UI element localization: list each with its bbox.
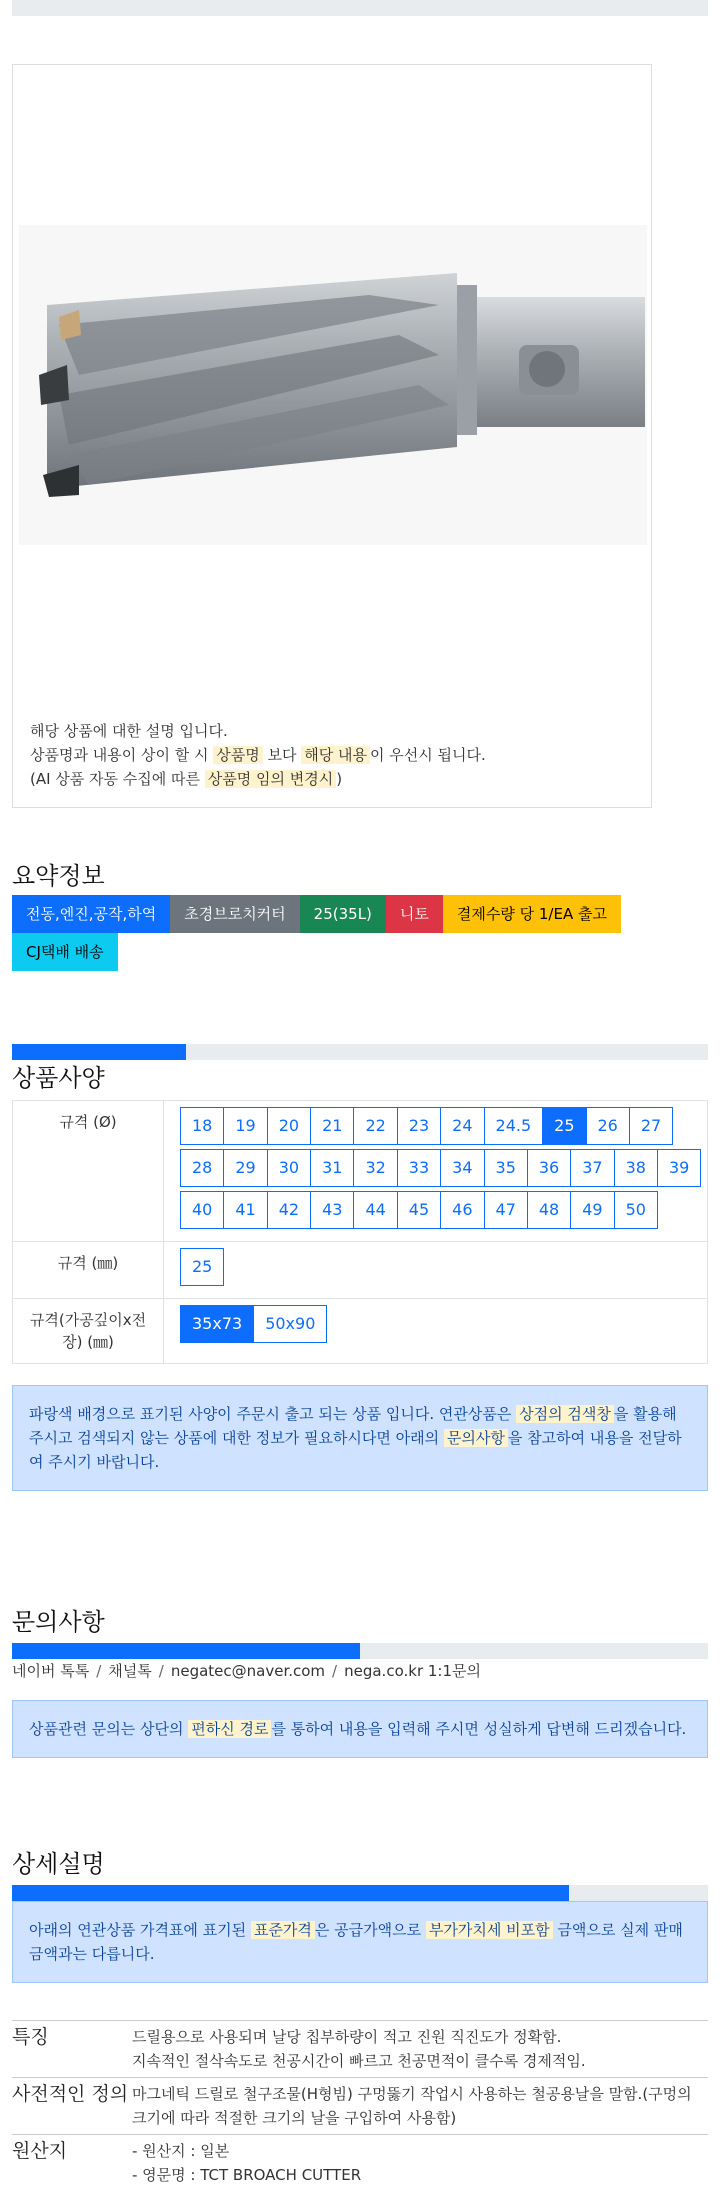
notice-text: 을 참고하여 내용을 전달하여 주시기 바랍니다. <box>29 1429 682 1471</box>
summary-badge: 니토 <box>386 895 443 933</box>
detail-notice <box>12 1901 708 1983</box>
highlight: 상품명 <box>213 746 262 764</box>
feature-value-line: 드릴용으로 사용되며 날당 칩부하량이 적고 진원 직진도가 정확함. <box>132 2028 562 2046</box>
feature-value <box>132 2025 708 2073</box>
product-card <box>12 64 652 808</box>
spec-option-button[interactable]: 28 <box>180 1149 224 1187</box>
spec-option-button[interactable]: 47 <box>484 1191 528 1229</box>
separator: / <box>96 1662 102 1680</box>
desc-text: 상품명과 내용이 상이 할 시 <box>30 746 214 764</box>
highlight: 표준가격 <box>251 1921 315 1939</box>
spec-options <box>164 1101 708 1242</box>
highlight: 부가가치세 비포함 <box>426 1921 553 1939</box>
inquiry-progress-fill <box>12 1643 360 1659</box>
spec-option-button[interactable]: 24.5 <box>484 1107 544 1145</box>
summary-badges <box>12 895 652 971</box>
feature-value <box>132 2139 708 2187</box>
spec-option-button[interactable]: 46 <box>440 1191 484 1229</box>
contact-link[interactable]: negatec@naver.com <box>170 1662 326 1680</box>
spec-option-button[interactable]: 31 <box>310 1149 354 1187</box>
notice-text: 파랑색 배경으로 표기된 사양이 주문시 출고 되는 상품 입니다. 연관상품은 <box>29 1405 517 1423</box>
spec-row <box>13 1101 708 1242</box>
highlight: 상품명 임의 변경시 <box>205 770 336 788</box>
summary-badge: 전동,엔진,공작,하역 <box>12 895 170 933</box>
notice-text: 금액으로 실제 판매금액과는 다릅니다. <box>29 1921 683 1963</box>
desc-text: (AI 상품 자동 수집에 따른 <box>30 770 205 788</box>
detail-progress-fill <box>12 1885 569 1901</box>
detail-title: 상세설명 <box>12 1850 105 1878</box>
spec-option-button[interactable]: 48 <box>527 1191 571 1229</box>
spec-option-button[interactable]: 25 <box>542 1107 586 1145</box>
spec-label: 규격 (Ø) <box>13 1101 164 1242</box>
inquiry-progress <box>12 1643 708 1659</box>
spec-title: 상품사양 <box>12 1064 105 1092</box>
spec-option-button[interactable]: 42 <box>267 1191 311 1229</box>
spec-option-button[interactable]: 18 <box>180 1107 224 1145</box>
spec-row <box>13 1242 708 1299</box>
broach-cutter-image <box>19 225 647 545</box>
desc-line-1: 해당 상품에 대한 설명 입니다. <box>30 722 228 740</box>
spec-option-button[interactable]: 50x90 <box>253 1305 327 1343</box>
spec-option-button[interactable]: 50 <box>614 1191 658 1229</box>
summary-badge: 25(35L) <box>300 895 386 933</box>
notice-text: 아래의 연관상품 가격표에 표기된 <box>29 1921 251 1939</box>
contact-link[interactable]: 네이버 톡톡 <box>12 1662 90 1680</box>
feature-table <box>12 2020 708 2191</box>
spec-option-button[interactable]: 26 <box>586 1107 630 1145</box>
spec-notice <box>12 1385 708 1491</box>
feature-value <box>132 2082 708 2130</box>
feature-row <box>12 2134 708 2191</box>
notice-text: 를 통하여 내용을 입력해 주시면 성실하게 답변해 드리겠습니다. <box>271 1720 687 1738</box>
spec-option-button[interactable]: 35x73 <box>180 1305 254 1343</box>
inquiry-title: 문의사항 <box>12 1608 105 1636</box>
spec-option-button[interactable]: 45 <box>397 1191 441 1229</box>
spec-table <box>12 1100 708 1364</box>
spec-option-button[interactable]: 34 <box>440 1149 484 1187</box>
spec-option-button[interactable]: 40 <box>180 1191 224 1229</box>
top-progress-bar <box>12 0 708 16</box>
spec-label: 규격 (㎜) <box>13 1242 164 1299</box>
feature-key: 특징 <box>12 2026 49 2048</box>
separator: / <box>332 1662 338 1680</box>
feature-key: 원산지 <box>12 2140 68 2162</box>
desc-line-3 <box>30 767 486 791</box>
spec-row <box>13 1299 708 1364</box>
contact-link[interactable]: 채널톡 <box>108 1662 152 1680</box>
spec-option-button[interactable]: 27 <box>629 1107 673 1145</box>
spec-option-button[interactable]: 25 <box>180 1248 224 1286</box>
detail-progress <box>12 1885 708 1901</box>
desc-line-2 <box>30 743 486 767</box>
notice-text: 상품관련 문의는 상단의 <box>29 1720 189 1738</box>
spec-option-button[interactable]: 32 <box>353 1149 397 1187</box>
summary-badge: 결제수량 당 1/EA 출고 <box>443 895 621 933</box>
contact-links <box>12 1660 481 1681</box>
feature-row <box>12 2020 708 2077</box>
spec-progress <box>12 1044 708 1060</box>
spec-option-button[interactable]: 49 <box>570 1191 614 1229</box>
feature-row <box>12 2077 708 2134</box>
highlight: 편하신 경로 <box>188 1720 271 1738</box>
desc-text: 이 우선시 됩니다. <box>369 746 486 764</box>
product-description <box>30 719 486 791</box>
product-image <box>19 225 647 545</box>
summary-badge: CJ택배 배송 <box>12 933 118 971</box>
spec-option-button[interactable]: 33 <box>397 1149 441 1187</box>
spec-option-button[interactable]: 22 <box>353 1107 397 1145</box>
highlight: 해당 내용 <box>301 746 370 764</box>
spec-option-button[interactable]: 20 <box>267 1107 311 1145</box>
spec-option-button[interactable]: 19 <box>223 1107 267 1145</box>
feature-key: 사전적인 정의 <box>12 2083 129 2105</box>
desc-text: ) <box>336 770 343 788</box>
summary-title: 요약정보 <box>12 862 105 890</box>
spec-options <box>164 1299 708 1364</box>
spec-option-button[interactable]: 23 <box>397 1107 441 1145</box>
notice-text: 은 공급가액으로 <box>314 1921 426 1939</box>
spec-option-button[interactable]: 30 <box>267 1149 311 1187</box>
spec-option-button[interactable]: 36 <box>527 1149 571 1187</box>
notice-text: 을 활용해 주시고 검색되지 않는 상품에 대한 정보가 필요하시다면 아래의 <box>29 1405 677 1447</box>
feature-value-line: - 원산지 : 일본 <box>132 2142 230 2160</box>
inquiry-notice <box>12 1700 708 1758</box>
highlight: 상점의 검색창 <box>516 1405 614 1423</box>
spec-option-button[interactable]: 35 <box>484 1149 528 1187</box>
spec-option-button[interactable]: 43 <box>310 1191 354 1229</box>
feature-value-line: - 영문명 : TCT BROACH CUTTER <box>132 2166 362 2184</box>
spec-option-button[interactable]: 24 <box>440 1107 484 1145</box>
spec-option-button[interactable]: 29 <box>223 1149 267 1187</box>
spec-option-button[interactable]: 37 <box>570 1149 614 1187</box>
highlight: 문의사항 <box>444 1429 508 1447</box>
spec-option-button[interactable]: 44 <box>353 1191 397 1229</box>
separator: / <box>158 1662 164 1680</box>
desc-text: 보다 <box>262 746 302 764</box>
spec-label: 규격(가공깊이x전장) (㎜) <box>13 1299 164 1364</box>
summary-badge: 초경브로치커터 <box>170 895 299 933</box>
spec-option-button[interactable]: 41 <box>223 1191 267 1229</box>
feature-value-line: 마그네틱 드릴로 철구조물(H형빔) 구멍뚫기 작업시 사용하는 철공용날을 말함.(구멍의 크기에 따라 적절한 크기의 날을 구입하여 사용함) <box>132 2085 692 2127</box>
spec-option-button[interactable]: 38 <box>614 1149 658 1187</box>
feature-value-line: 지속적인 절삭속도로 천공시간이 빠르고 천공면적이 클수록 경제적임. <box>132 2052 586 2070</box>
spec-options <box>164 1242 708 1299</box>
contact-link[interactable]: nega.co.kr 1:1문의 <box>344 1662 481 1680</box>
spec-option-button[interactable]: 39 <box>657 1149 701 1187</box>
spec-option-button[interactable]: 21 <box>310 1107 354 1145</box>
